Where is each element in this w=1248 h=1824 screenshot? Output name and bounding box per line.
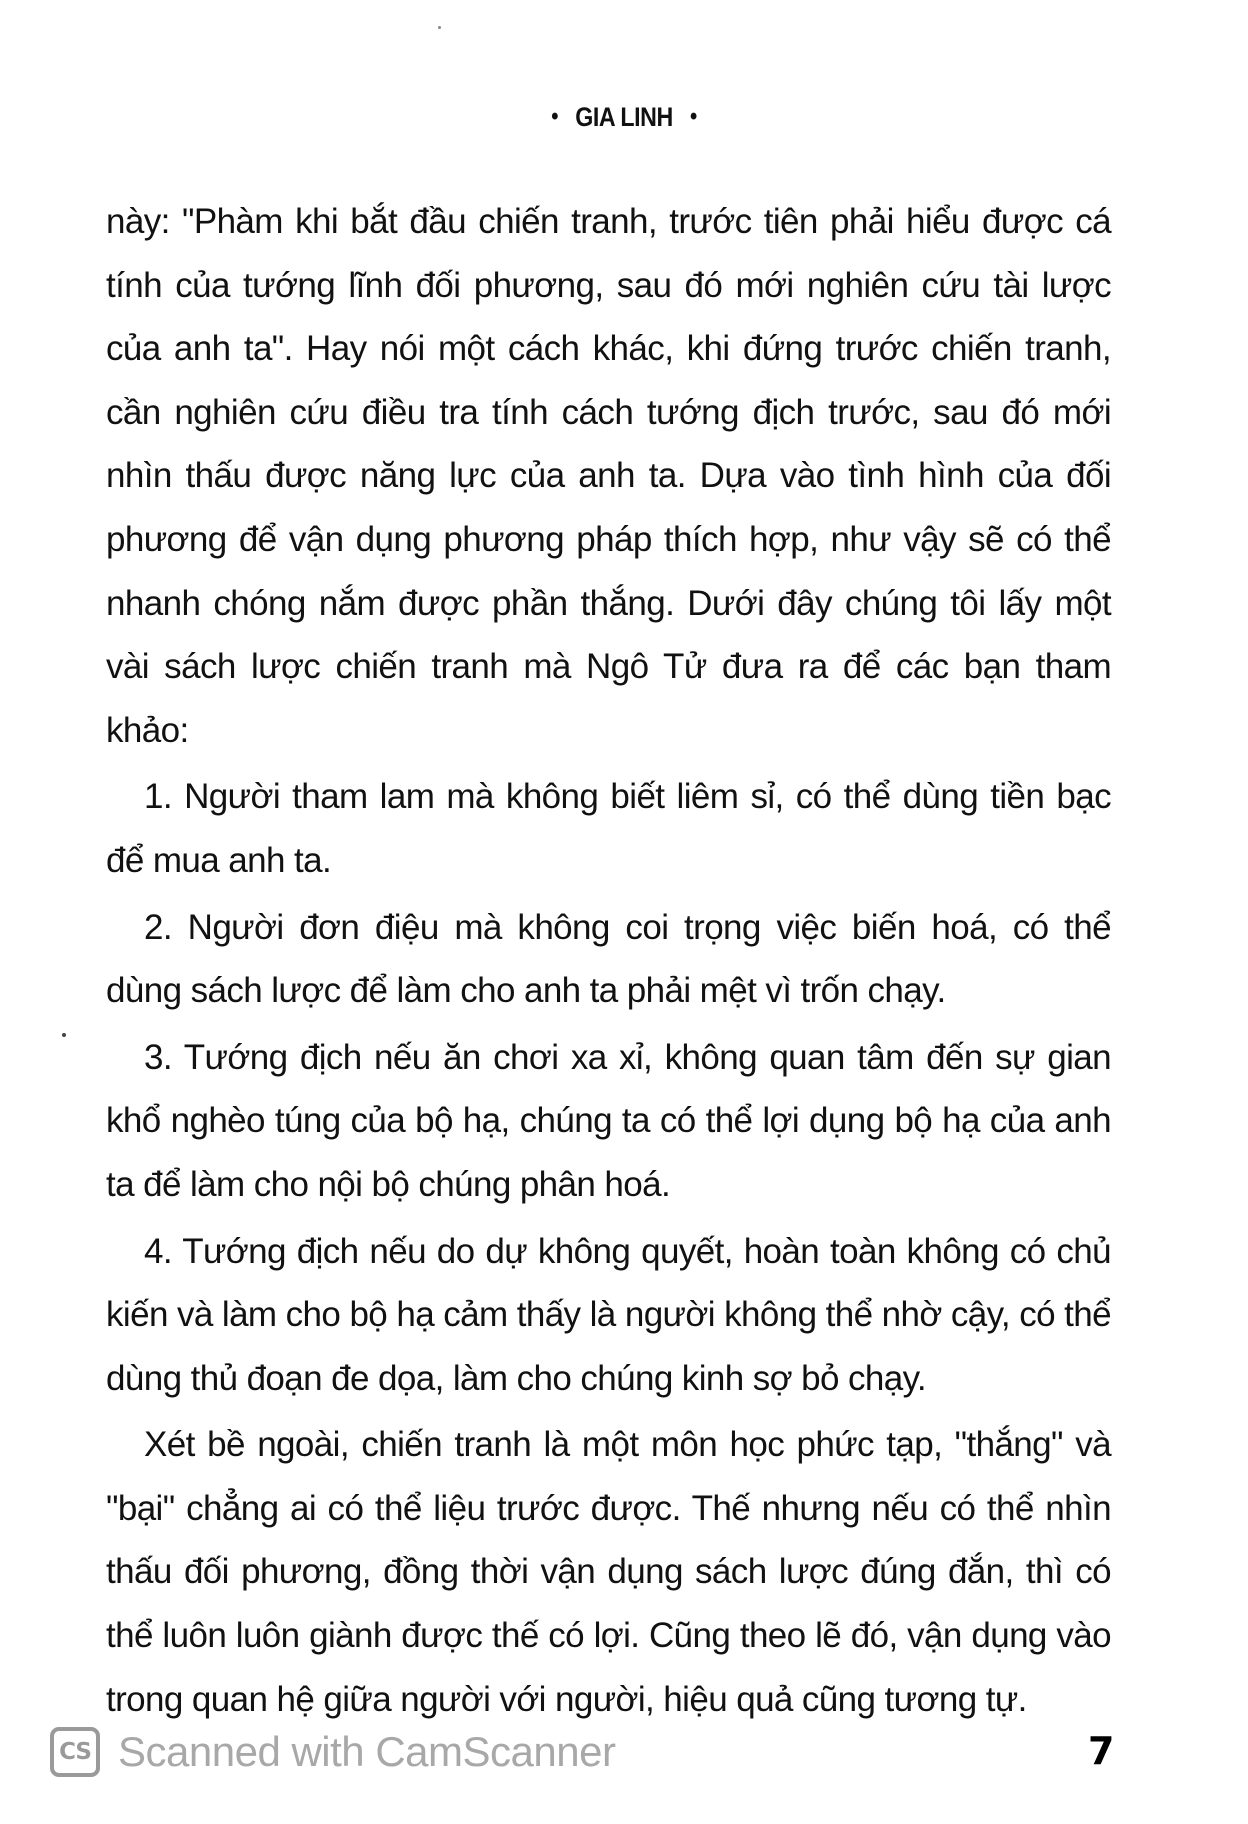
paragraph-closing: Xét bề ngoài, chiến tranh là một môn học phức tạp, "thắng" và "bại" chẳng ai có thể liệu trước được. Thế nhưng nếu có thể nhìn thấu đối phương, đồng thời vận dụng sách lược đúng đắn, thì có thể luôn luôn giành được thế có lợi. Cũng theo lẽ đó, vận dụng vào trong quan hệ giữa người với người, hiệu quả cũng tương tự. — [106, 1425, 1111, 1719]
paragraph-intro: này: "Phàm khi bắt đầu chiến tranh, trước tiên phải hiểu được cá tính của tướng lĩnh đối phương, sau đó mới nghiên cứu tài lược của anh ta". Hay nói một cách khác, khi đứng trước chiến tranh, cần nghiên cứu điều tra tính cách tướng địch trước, sau đó mới nhìn thấu được năng lực của anh ta. Dựa vào tình hình của đối phương để vận dụng phương pháp thích hợp, như vậy sẽ có thể nhanh chóng nắm được phần thắng. Dưới đây chúng tôi lấy một vài sách lược chiến tranh mà Ngô Tử đưa ra để các bạn tham khảo: — [106, 202, 1111, 750]
camscanner-logo-icon: CS — [50, 1727, 100, 1777]
scan-speck — [438, 26, 441, 29]
camscanner-watermark — [50, 1727, 615, 1777]
header-title: GIA LINH — [575, 102, 673, 132]
header-bullet-right: • — [690, 103, 697, 130]
running-header — [87, 102, 1160, 133]
list-item-3: 3. Tướng địch nếu ăn chơi xa xỉ, không quan tâm đến sự gian khổ nghèo túng của bộ hạ, chúng ta có thể lợi dụng bộ hạ của anh ta để làm cho nội bộ chúng phân hoá. — [106, 1037, 1111, 1204]
list-item-4: 4. Tướng địch nếu do dự không quyết, hoàn toàn không có chủ kiến và làm cho bộ hạ cảm thấy là người không thể nhờ cậy, có thể dùng thủ đoạn đe dọa, làm cho chúng kinh sợ bỏ chạy. — [106, 1231, 1111, 1398]
list-item-1: 1. Người tham lam mà không biết liêm sỉ, có thể dùng tiền bạc để mua anh ta. — [106, 777, 1111, 880]
list-item-2: 2. Người đơn điệu mà không coi trọng việc biến hoá, có thể dùng sách lược để làm cho anh ta phải mệt vì trốn chạy. — [106, 907, 1111, 1011]
body-text — [106, 190, 1111, 1731]
scan-speck — [62, 1033, 66, 1037]
page-number: 7 — [1088, 1729, 1115, 1773]
watermark-text: Scanned with CamScanner — [118, 1728, 616, 1775]
header-bullet-left: • — [551, 103, 558, 130]
